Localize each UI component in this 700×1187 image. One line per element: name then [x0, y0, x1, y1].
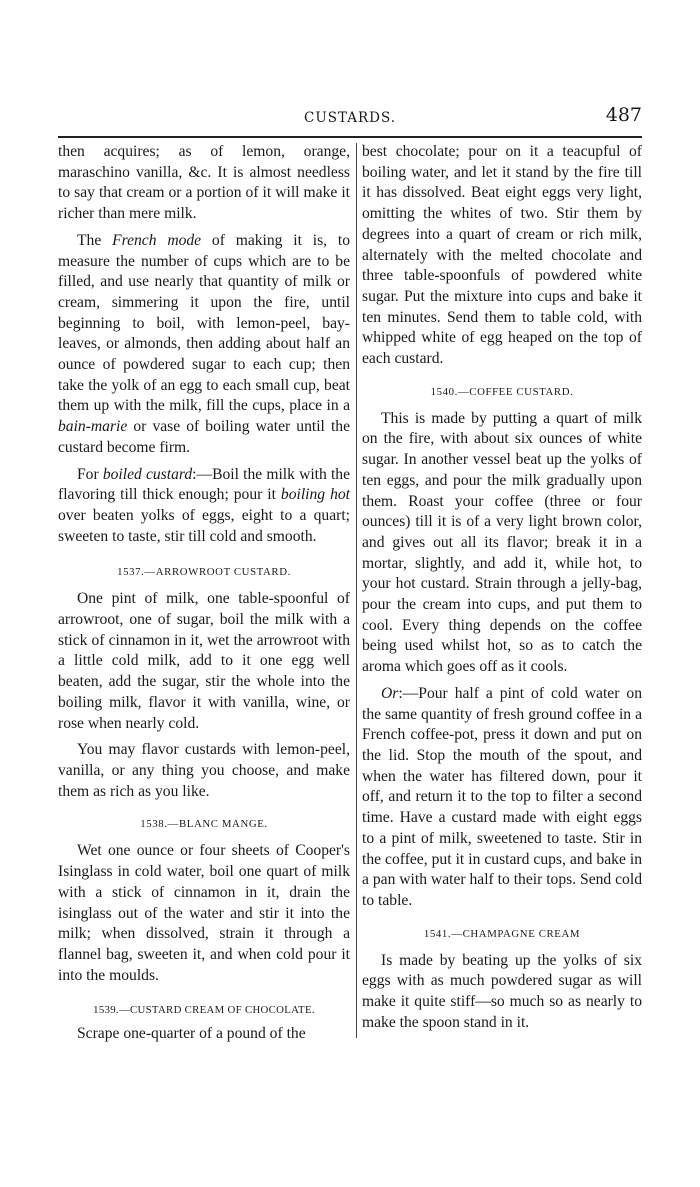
paragraph: Is made by beating up the yolks of six eggs with as much powdered sugar as will make it quite stiff—so much so as nearly to make the spoon stand in it.	[362, 951, 642, 1031]
paragraph: best chocolate; pour on it a teacupful of boiling water, and let it stand by the fire till it has dissolved. Beat eight eggs very light, omitting the whites of two. Stir them by degrees into a quart of cream or rich milk, alternately with the melted chocolate and three table-spoonfuls of powdered white sugar. Put the mixture into cups and bake it ten minutes. Send them to table cold, with whipped white of egg heaped on the top of each custard.	[362, 143, 642, 368]
column-divider	[356, 143, 357, 1038]
right-column	[362, 142, 642, 1033]
left-column	[58, 142, 350, 1045]
paragraph-french-mode	[58, 231, 350, 459]
text-run: over beaten yolks of eggs, eight to a quart; sweeten to taste, stir till cold and smooth.	[58, 506, 350, 545]
text-run: or vase of boiling water until the custard become firm.	[58, 418, 350, 456]
paragraph: then acquires; as of lemon, orange, maraschino vanilla, &c. It is almost needless to say that cream or a portion of it will make it richer than mere milk.	[58, 143, 350, 223]
recipe-heading-1541: 1541.—CHAMPAGNE CREAM	[423, 927, 581, 940]
recipe-heading-1538: 1538.—BLANC MANGE.	[140, 818, 268, 831]
italic-term: boiling hot	[280, 486, 350, 504]
paragraph: You may flavor custards with lemon-peel, vanilla, or any thing you choose, and make them as rich as you like.	[58, 741, 350, 800]
header-rule	[58, 136, 642, 138]
italic-term: boiled custard	[102, 465, 193, 483]
page-number: 487	[605, 104, 642, 126]
text-run: :—Boil the milk with the flavoring till thick enough; pour it	[58, 465, 351, 504]
paragraph: Scrape one-quarter of a pound of the	[77, 1025, 306, 1043]
text-run: For	[77, 465, 103, 483]
running-head	[58, 104, 642, 132]
text-run: of making it is, to measure the number of cups which are to be filled, and use nearly that quantity of milk or cream, simmering it upon the fire, until beginning to boil, with lemon-peel, bay-leaves, or almonds, then adding about half an ounce of powdered sugar to each cup; then take the yolk of an egg to each small cup, beat them up with the milk, fill the cups, place in a	[58, 231, 350, 415]
paragraph: One pint of milk, one table-spoonful of arrowroot, one of sugar, boil the milk with a stick of cinnamon in it, wet the arrowroot with a little cold milk, add to it one egg well beaten, add the sugar, stir the whole into the boiling milk, flavor it with vanilla, wine, or rose when nearly cold.	[58, 590, 350, 732]
italic-term: bain-marie	[58, 418, 128, 436]
recipe-heading-1539: 1539.—CUSTARD CREAM OF CHOCOLATE.	[93, 1004, 315, 1017]
recipe-heading-1540: 1540.—COFFEE CUSTARD.	[430, 385, 574, 398]
paragraph: This is made by putting a quart of milk on the fire, with about six ounces of white sugar. In another vessel beat up the yolks of ten eggs, and pour the milk gradually upon them. Roast your coffee (three or four ounces) till it is of a very light brown color, and gives out all its flavor; break it in a mortar, slightly, and add it, while hot, to your hot custard. Strain through a jelly-bag, pour the cream into cups, and put them to cool. Every thing depends on the coffee being used whilst hot, so as to catch the aroma which goes off as it cools.	[362, 409, 642, 676]
text-run: :—Pour half a pint of cold water on the same quantity of fresh ground coffee in a French coffee-pot, press it down and put on the lid. Stop the mouth of the spout, and when the water has filtered down, pour it off, and return it to the top to filter a second time. Have a custard made with eight eggs to a pint of milk, sweetened to taste. Stir in the coffee, put it in custard cups, and bake in a pan with water half to their tops. Send cold to table.	[362, 684, 642, 909]
paragraph-boiled-custard	[58, 465, 350, 548]
italic-term: French mode	[112, 231, 202, 249]
italic-term: Or	[381, 684, 399, 702]
text-run: The	[77, 231, 113, 249]
paragraph: Wet one ounce or four sheets of Cooper's Isinglass in cold water, boil one quart of milk with a stick of cinnamon in it, drain the isinglass out of the water and stir it into the milk; when dissolved, strain it through a flannel bag, sweeten it, and when cold pour it into the moulds.	[58, 842, 350, 984]
paragraph-or-variant	[362, 684, 642, 912]
recipe-heading-1537: 1537.—ARROWROOT CUSTARD.	[117, 566, 291, 579]
running-title: CUSTARDS.	[303, 110, 397, 126]
